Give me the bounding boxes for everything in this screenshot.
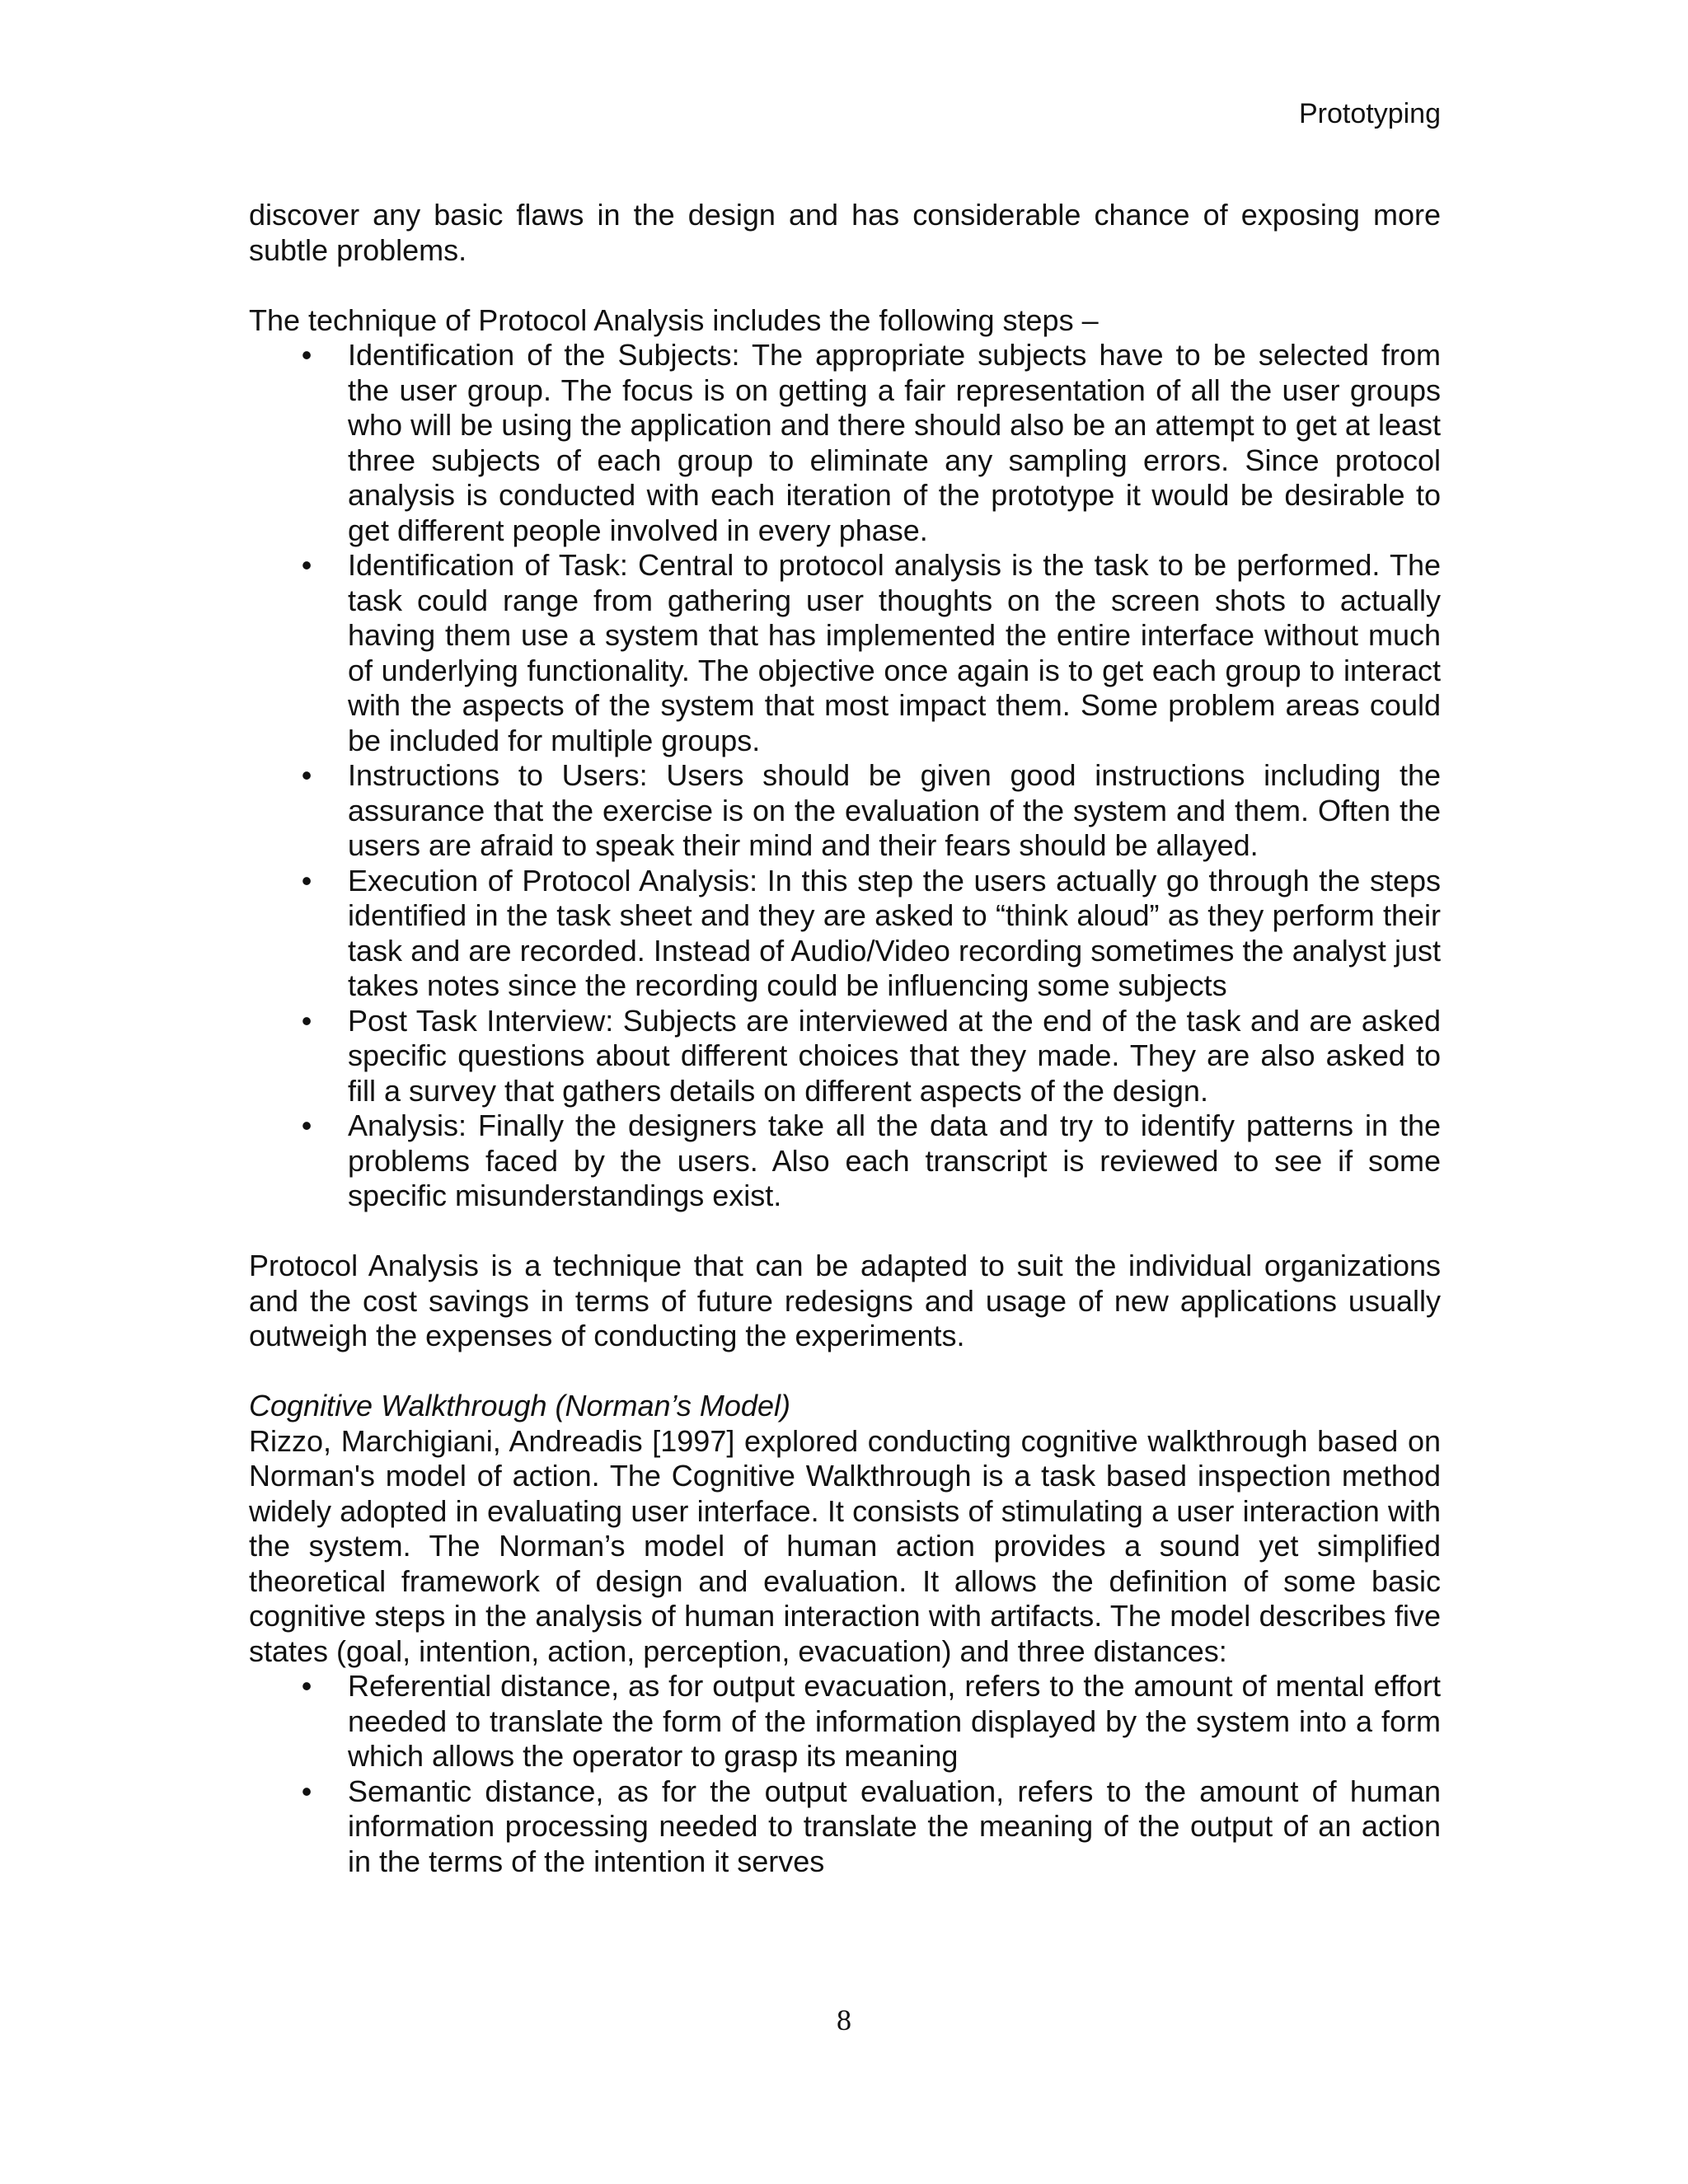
distances-list — [249, 1669, 1441, 1879]
bullet-icon: • — [301, 1108, 312, 1142]
list-item — [249, 1669, 1441, 1774]
protocol-step-text: Identification of the Subjects: The appropriate subjects have to be selected from the user group. The focus is on getting a fair representation of all the user groups who will be using the application and there should also be an attempt to get at least three subjects of each group to eliminate any sampling errors. Since protocol analysis is conducted with each iteration of the prototype it would be desirable to get different people involved in every phase. — [348, 338, 1441, 547]
protocol-steps-intro: The technique of Protocol Analysis includes the following steps – — [249, 302, 1099, 337]
bullet-icon: • — [301, 863, 312, 898]
list-item — [249, 1774, 1441, 1880]
list-item — [249, 1108, 1441, 1214]
protocol-steps-list — [249, 338, 1441, 1214]
bullet-icon: • — [301, 1003, 312, 1038]
bullet-icon: • — [301, 548, 312, 582]
paragraph-spacer — [249, 268, 1441, 303]
protocol-step-text: Analysis: Finally the designers take all the data and try to identify patterns in the problems faced by the users. Also each transcript is reviewed to see if some specific misunderstandings exist. — [348, 1108, 1441, 1212]
bullet-icon: • — [301, 758, 312, 792]
distance-text: Semantic distance, as for the output evaluation, refers to the amount of human information processing needed to translate the meaning of the output of an action in the terms of the intention it serves — [348, 1774, 1441, 1878]
protocol-step-text: Post Task Interview: Subjects are interviewed at the end of the task and are asked specific questions about different choices that they made. They are also asked to fill a survey that gathers details on different aspects of the design. — [348, 1003, 1441, 1108]
protocol-summary-paragraph: Protocol Analysis is a technique that can be adapted to suit the individual organizations and the cost savings in terms of future redesigns and usage of new applications usually outweigh the expenses of conducting the experiments. — [249, 1249, 1441, 1352]
list-item — [249, 548, 1441, 758]
bullet-icon: • — [301, 338, 312, 372]
bullet-icon: • — [301, 1669, 312, 1703]
list-item — [249, 1004, 1441, 1109]
list-item — [249, 338, 1441, 548]
protocol-step-text: Instructions to Users: Users should be given good instructions including the assurance that the exercise is on the evaluation of the system and them. Often the users are afraid to speak their mind and their fears should be allayed. — [348, 758, 1441, 862]
distance-text: Referential distance, as for output evacuation, refers to the amount of mental effort needed to translate the form of the information displayed by the system into a form which allows the operator to grasp its meaning — [348, 1669, 1441, 1773]
paragraph-spacer — [249, 1354, 1441, 1390]
section-heading: Cognitive Walkthrough (Norman’s Model) — [249, 1389, 790, 1422]
protocol-step-text: Execution of Protocol Analysis: In this step the users actually go through the steps identified in the task sheet and they are asked to “think aloud” as they perform their task and are recorded. Instead of Audio/Video recording sometimes the analyst just takes notes since the recording could be influencing some subjects — [348, 863, 1441, 1002]
page-content — [249, 198, 1441, 1879]
running-header: Prototyping — [1299, 98, 1441, 129]
paragraph-spacer — [249, 1214, 1441, 1249]
continuation-paragraph: discover any basic flaws in the design and has considerable chance of exposing more subtle problems. — [249, 198, 1441, 267]
list-item — [249, 864, 1441, 1004]
protocol-step-text: Identification of Task: Central to protocol analysis is the task to be performed. The task could range from gathering user thoughts on the screen shots to actually having them use a system that has implemented the entire interface without much of underlying functionality. The objective once again is to get each group to interact with the aspects of the system that most impact them. Some problem areas could be included for multiple groups. — [348, 548, 1441, 757]
bullet-icon: • — [301, 1774, 312, 1808]
page-number: 8 — [837, 2004, 851, 2036]
cognitive-walkthrough-paragraph: Rizzo, Marchigiani, Andreadis [1997] explored conducting cognitive walkthrough based on Norman's model of action. The Cognitive Walkthrough is a task based inspection method widely adopted in evaluating user interface. It consists of stimulating a user interaction with the system. The Norman’s model of human action provides a sound yet simplified theoretical framework of design and evaluation. It allows the definition of some basic cognitive steps in the analysis of human interaction with artifacts. The model describes five states (goal, intention, action, perception, evacuation) and three distances: — [249, 1423, 1441, 1668]
list-item — [249, 758, 1441, 864]
